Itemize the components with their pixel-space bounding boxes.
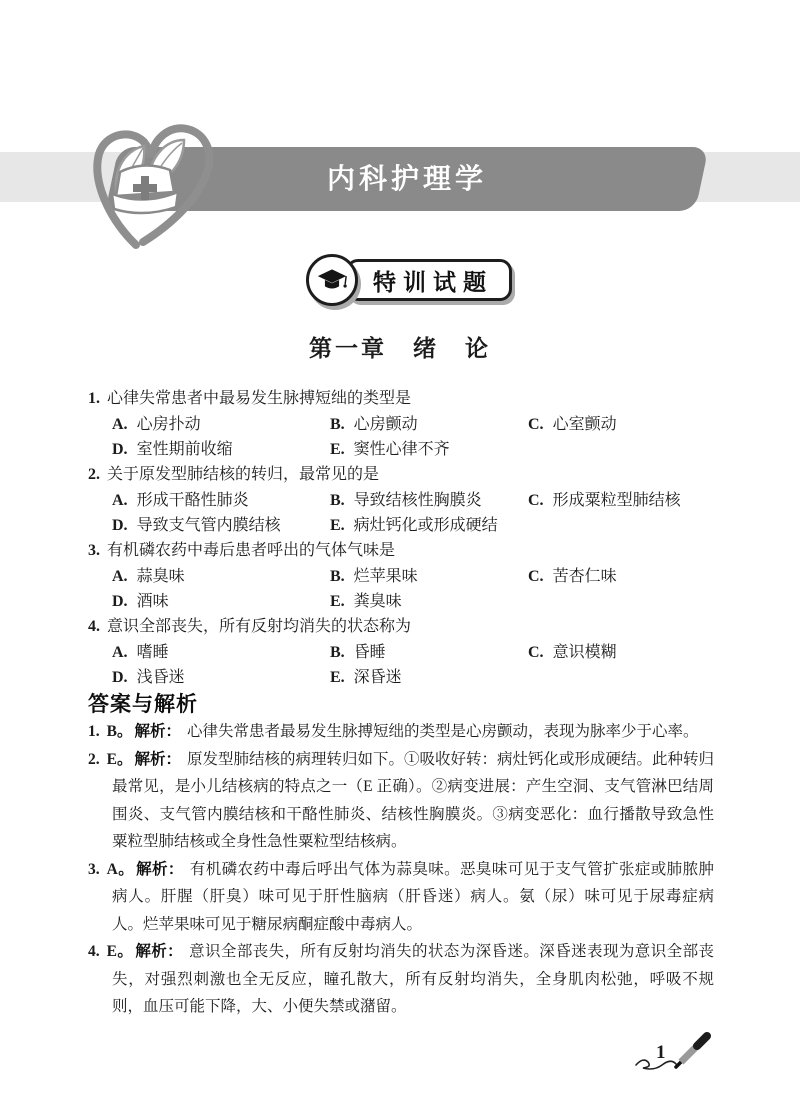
badge-label: 特训试题	[373, 268, 493, 295]
answer-number: 1.	[88, 723, 100, 740]
heart-nurse-cap-logo-icon	[86, 112, 218, 252]
answer-number: 3.	[88, 860, 100, 878]
analysis-label: 解析：	[134, 723, 181, 740]
question-text: 心律失常患者中最易发生脉搏短绌的类型是	[107, 390, 412, 407]
question-number: 2.	[88, 466, 100, 483]
answer-number: 4.	[88, 943, 100, 960]
answer-letter: A。	[106, 860, 135, 878]
question-stem	[88, 538, 712, 564]
question-4	[88, 614, 712, 690]
answer-letter: B。	[106, 723, 133, 740]
question-stem	[88, 386, 712, 412]
option-e: E. 粪臭味	[330, 593, 402, 610]
question-text: 有机磷农药中毒后患者呼出的气体气味是	[107, 542, 396, 559]
option-e: E. 病灶钙化或形成硬结	[330, 517, 498, 534]
answer-item-2	[88, 746, 714, 856]
analysis-text: 意识全部丧失，所有反射均消失的状态为深昏迷。深昏迷表现为意识全部丧失，对强烈刺激也全无反应，瞳孔散大，所有反射均消失，全身肌肉松弛，呼吸不规则，血压可能下降，大、小便失禁或潴留。	[112, 943, 714, 1015]
option-a: A. 形成干酪性肺炎	[112, 492, 249, 509]
analysis-text: 原发型肺结核的病理转归如下。①吸收好转：病灶钙化或形成硬结。此种转归最常见，是小儿结核病的特点之一（E 正确）。②病变进展：产生空洞、支气管淋巴结周围炎、支气管内膜结核和干酪性肺炎、结核性胸膜炎。③病变恶化：血行播散导致急性粟粒型肺结核或全身性急性粟粒型结核病。	[112, 750, 714, 850]
option-d: D. 室性期前收缩	[112, 441, 233, 458]
answers-heading: 答案与解析	[88, 693, 198, 716]
question-list	[88, 386, 712, 690]
banner-title: 内科护理学	[326, 163, 487, 194]
question-options	[88, 640, 712, 690]
answer-letter: E。	[106, 943, 134, 960]
badge-pill	[346, 259, 512, 301]
answer-number: 2.	[88, 750, 100, 768]
option-c: C. 形成粟粒型肺结核	[528, 492, 681, 509]
chapter-title: 第一章 绪 论	[309, 336, 491, 361]
question-options	[88, 564, 712, 614]
pen-icon	[628, 1032, 720, 1078]
question-text: 意识全部丧失，所有反射均消失的状态称为	[107, 618, 412, 635]
option-d: D. 浅昏迷	[112, 669, 185, 686]
option-b: B. 心房颤动	[330, 416, 418, 433]
question-options	[88, 488, 712, 538]
option-c: C. 心室颤动	[528, 416, 617, 433]
question-number: 1.	[88, 390, 100, 407]
option-b: B. 昏睡	[330, 644, 386, 661]
option-b: B. 导致结核性胸膜炎	[330, 492, 482, 509]
question-3	[88, 538, 712, 614]
analysis-label: 解析：	[134, 750, 181, 768]
graduation-cap-icon	[315, 263, 349, 297]
option-c: C. 苦杏仁味	[528, 568, 617, 585]
page-number: 1	[656, 1042, 666, 1063]
question-text: 关于原发型肺结核的转归，最常见的是	[107, 466, 380, 483]
question-2	[88, 462, 712, 538]
analysis-label: 解析：	[136, 860, 184, 878]
analysis-text: 心律失常患者最易发生脉搏短绌的类型是心房颤动，表现为脉率少于心率。	[186, 723, 699, 740]
option-a: A. 蒜臭味	[112, 568, 185, 585]
answer-item-3	[88, 856, 714, 939]
analysis-label: 解析：	[135, 943, 184, 960]
question-options	[88, 412, 712, 462]
option-a: A. 心房扑动	[112, 416, 201, 433]
option-a: A. 嗜睡	[112, 644, 169, 661]
question-stem	[88, 462, 712, 488]
answer-item-1	[88, 718, 714, 746]
section-badge	[306, 254, 512, 306]
answer-item-4	[88, 938, 714, 1021]
answer-letter: E。	[106, 750, 133, 768]
question-number: 4.	[88, 618, 100, 635]
question-1	[88, 386, 712, 462]
question-stem	[88, 614, 712, 640]
analysis-text: 有机磷农药中毒后呼出气体为蒜臭味。恶臭味可见于支气管扩张症或肺脓肿病人。肝腥（肝臭）味可见于肝性脑病（肝昏迷）病人。氨（尿）味可见于尿毒症病人。烂苹果味可见于糖尿病酮症酸中毒病人。	[112, 860, 714, 933]
option-e: E. 窦性心律不齐	[330, 441, 450, 458]
option-d: D. 导致支气管内膜结核	[112, 517, 281, 534]
option-e: E. 深昏迷	[330, 669, 402, 686]
badge-circle	[306, 254, 358, 306]
option-d: D. 酒味	[112, 593, 169, 610]
answer-list	[88, 718, 714, 1021]
option-b: B. 烂苹果味	[330, 568, 418, 585]
option-c: C. 意识模糊	[528, 644, 617, 661]
question-number: 3.	[88, 542, 100, 559]
